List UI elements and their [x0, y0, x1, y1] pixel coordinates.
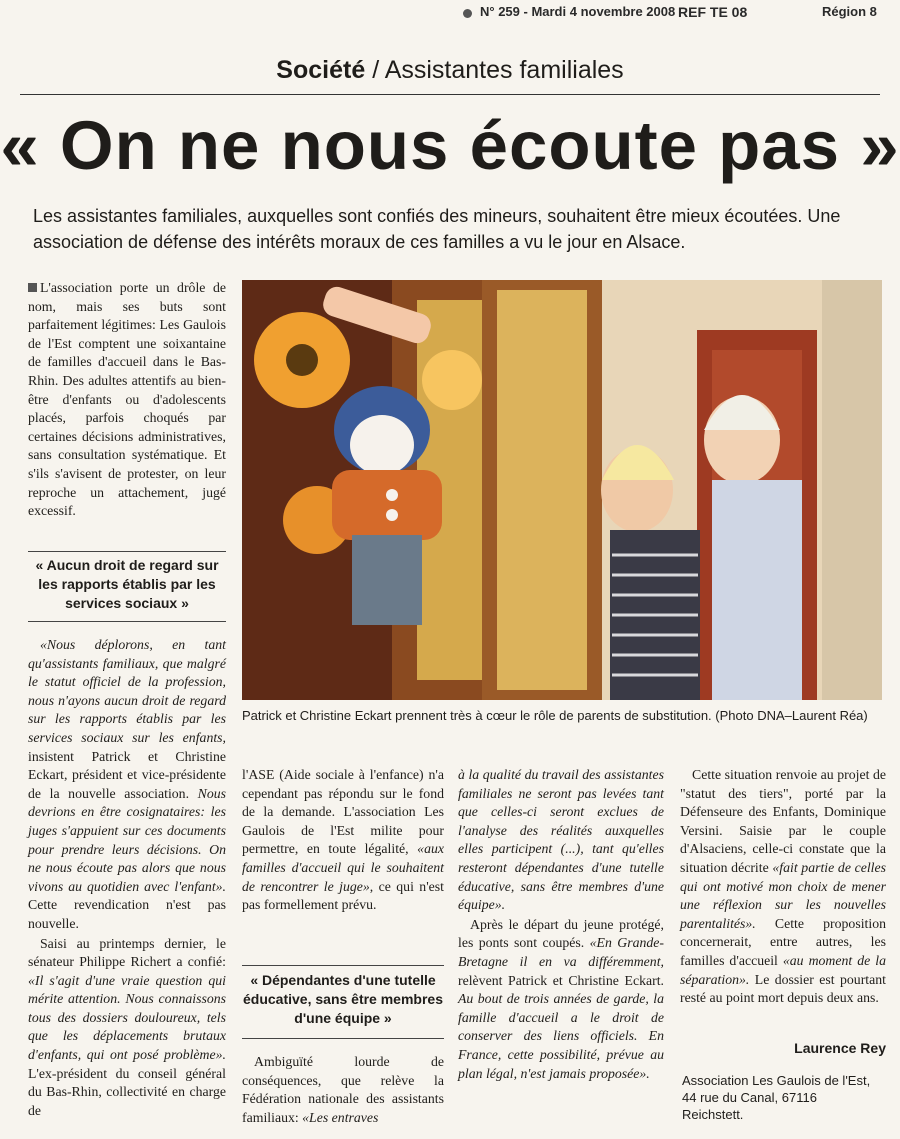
author-signature: Laurence Rey [794, 1040, 886, 1056]
body-text: Cette proposition concernerait, entre autres, les familles d'accueil [680, 915, 886, 968]
body-text: Saisi au printemps dernier, le sénateur Philippe Richert a confié: [28, 935, 226, 970]
quote-text: Au bout de trois années de garde, la famille d'accueil a le droit de conserver des liens officiels. En France, cette possibilité, prévue au plan légal, n'est jamais proposée». [458, 991, 664, 1081]
quote-rule-bottom [28, 621, 226, 622]
address-line: Reichstett. [682, 1107, 744, 1122]
quote-rule-top [242, 965, 444, 966]
section-rule [20, 94, 880, 95]
pull-quote-2: « Dépendantes d'une tutelle éducative, sans être membres d'une équipe » [243, 972, 443, 1026]
body-text: Le dossier est pourtant resté au point mort depuis deux ans. [680, 971, 886, 1006]
address-line: Association Les Gaulois de l'Est, [682, 1073, 871, 1088]
section-topic: / Assistantes familiales [372, 56, 624, 84]
column-2-continued [242, 1053, 444, 1128]
intro-text: L'association porte un drôle de nom, mais ses buts sont parfaitement légitimes: Les Gaulois de l'Est comptent une soixantaine de familles d'accueil dans le Bas-Rhin. Des adultes attentifs au bien-être d'enfants ou d'adolescents placés, parfois choqués par certaines décisions administratives, sans consultation systématique. Et s'ils s'avisent de protester, on leur reproche un attachement, jugé excessif. [28, 280, 226, 519]
quote-text: «fait partie de celles qui ont motivé mon choix de mener une réflexion sur les nouvelles parentalités». [680, 859, 886, 931]
photo-illustration [242, 280, 882, 700]
pull-quote-1: « Aucun droit de regard sur les rapports établis par les services sociaux » [35, 557, 219, 611]
section-category: Société [276, 56, 366, 84]
photo-caption: Patrick et Christine Eckart prennent très à cœur le rôle de parents de substitution. (Photo DNA–Laurent Réa) [242, 708, 868, 723]
quote-text: «au moment de la séparation». [680, 952, 886, 987]
issue-info: N° 259 - Mardi 4 novembre 2008 [480, 4, 676, 19]
body-text: relèvent Patrick et Christine Eckart. [458, 972, 664, 988]
paragraph-marker-icon [28, 283, 37, 292]
body-text: Cette revendication n'est pas nouvelle. [28, 897, 226, 931]
association-address [682, 1072, 882, 1123]
reference-code: REF TE 08 [678, 4, 748, 20]
body-text: l'ASE (Aide sociale à l'enfance) n'a cependant pas répondu sur le fond de la demande. L'association Les Gaulois de l'Est milite pour permettre, en toute légalité, [242, 767, 444, 857]
quote-rule-top [28, 551, 226, 552]
bullet-icon [463, 9, 472, 18]
quote-rule-bottom [242, 1038, 444, 1039]
column-4-body [680, 766, 886, 1009]
lead-paragraph: Les assistantes familiales, auxquelles sont confiés des mineurs, souhaitent être mieux écoutées. Une association de défense des intérêts moraux de ces familles a vu le jour en Alsace. [33, 206, 841, 252]
quote-text: «En Grande-Bretagne il en va différemment, [458, 935, 665, 969]
address-line: 44 rue du Canal, 67116 [682, 1090, 817, 1105]
quote-text: à la qualité du travail des assistantes familiales ne seront pas levées tant que celles-ci seront exclues de l'analyse des réalités auxquelles elles participent (...), tant qu'elles resteront dépendantes d'une tutelle éducative, sans être membres d'une équipe». [458, 767, 664, 913]
column-3-body [458, 766, 664, 1084]
quote-text: «Les entraves [302, 1109, 379, 1125]
column-1-body [28, 636, 226, 1121]
body-text: Ambiguïté lourde de conséquences, que relève la Fédération nationale des assistants familiaux: [242, 1054, 444, 1125]
section-header [0, 56, 900, 85]
body-text: L'ex-président du conseil général du Bas-Rhin, collectivité en charge de [28, 1065, 226, 1118]
column-1-intro [28, 279, 226, 522]
quote-text: «Nous déplorons, en tant qu'assistants familiaux, que malgré le statut officiel de la profession, nous n'ayons aucun droit de regard sur les rapports établis par les services sociaux sur les enfants, [28, 637, 226, 745]
quote-text: «aux familles d'accueil qui le souhaitent de rencontrer le juge» [242, 841, 444, 894]
column-2-body [242, 766, 444, 916]
body-text: Cette situation renvoie au projet de "statut des tiers", porté par la Défenseure des Enfants, Dominique Versini. Saisie par le couple d'Alsaciens, celle-ci constate que la situation décrite [680, 767, 886, 875]
headline: « On ne nous écoute pas » [0, 107, 900, 184]
page-label: Région 8 [822, 4, 877, 19]
body-text: , ce qui n'est pas formellement prévu. [242, 878, 445, 913]
article-photo [242, 280, 882, 700]
body-text: insistent Patrick et Christine Eckart, président et vice-présidente de la nouvelle association. [28, 748, 226, 801]
quote-text: «Il s'agit d'une vraie question qui mérite attention. Nous connaissons tous des dossiers douloureux, tels que les déplacements brutaux d'enfants, qui ont posé problème». [28, 972, 226, 1063]
body-text: Après le départ du jeune protégé, les ponts sont coupés. [458, 916, 664, 951]
quote-text: Nous devrions en être cosignataires: les juges s'appuient sur ces documents pour prendre leurs décisions. On ne nous écoute pas alors que nous vivons au quotidien avec l'enfant». [28, 785, 226, 894]
